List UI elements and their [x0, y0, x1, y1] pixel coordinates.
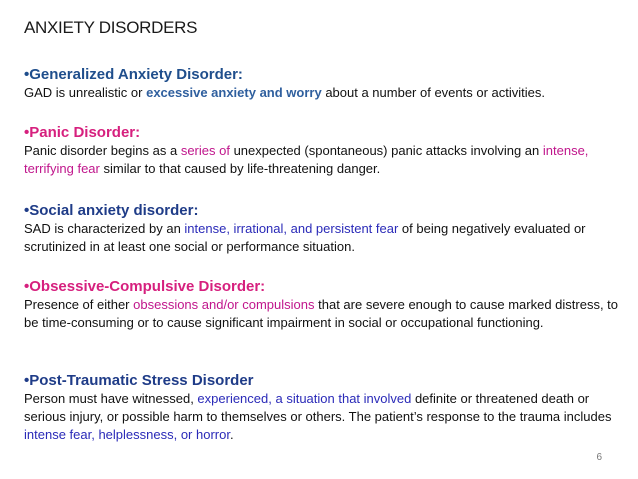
body-text: definite or threatened death or serious injury, or possible harm to themselves or others. The patient’s response to the trauma includes — [24, 391, 612, 424]
body-text: of being negatively evaluated or scrutinized in at least one social or performance situation. — [24, 221, 586, 254]
page-number: 6 — [596, 452, 602, 463]
section-heading: •Panic Disorder: — [24, 124, 141, 141]
section-gad — [24, 66, 624, 102]
section-panic — [24, 124, 624, 178]
highlighted-text: intense fear, helplessness, or horror — [24, 427, 230, 442]
body-text: unexpected (spontaneous) panic attacks involving an — [229, 143, 543, 158]
highlighted-text: obsessions and/or compulsions — [133, 297, 315, 312]
highlighted-text: intense, irrational, and persistent fear — [184, 221, 399, 236]
section-heading: •Post-Traumatic Stress Disorder — [24, 372, 254, 389]
section-body — [24, 142, 624, 178]
section-ocd — [24, 278, 624, 332]
section-body — [24, 296, 624, 332]
highlighted-text: intense, terrifying fear — [24, 143, 589, 176]
section-heading: •Social anxiety disorder: — [24, 202, 199, 219]
highlighted-text: series of — [180, 143, 230, 158]
body-text: Person must have witnessed, — [24, 391, 198, 406]
section-body — [24, 220, 624, 256]
slide-title: ANXIETY DISORDERS — [24, 18, 198, 37]
section-heading: •Generalized Anxiety Disorder: — [24, 66, 243, 83]
highlighted-text: excessive anxiety and worry — [146, 85, 322, 100]
section-social-anxiety — [24, 202, 624, 256]
section-body — [24, 84, 624, 102]
body-text: Panic disorder begins as a — [24, 143, 181, 158]
body-text: GAD is unrealistic or — [24, 85, 147, 100]
section-heading: •Obsessive-Compulsive Disorder: — [24, 278, 266, 295]
body-text: similar to that caused by life-threatening danger. — [99, 161, 381, 176]
body-text: Presence of either — [24, 297, 134, 312]
body-text: about a number of events or activities. — [321, 85, 545, 100]
highlighted-text: experienced, a situation that involved — [197, 391, 412, 406]
section-body — [24, 390, 624, 444]
body-text: . — [229, 427, 234, 442]
body-text: SAD is characterized by an — [24, 221, 185, 236]
section-ptsd — [24, 372, 624, 444]
body-text: that are severe enough to cause marked distress, to be time-consuming or to cause significant impairment in social or occupational functioning. — [24, 297, 619, 330]
